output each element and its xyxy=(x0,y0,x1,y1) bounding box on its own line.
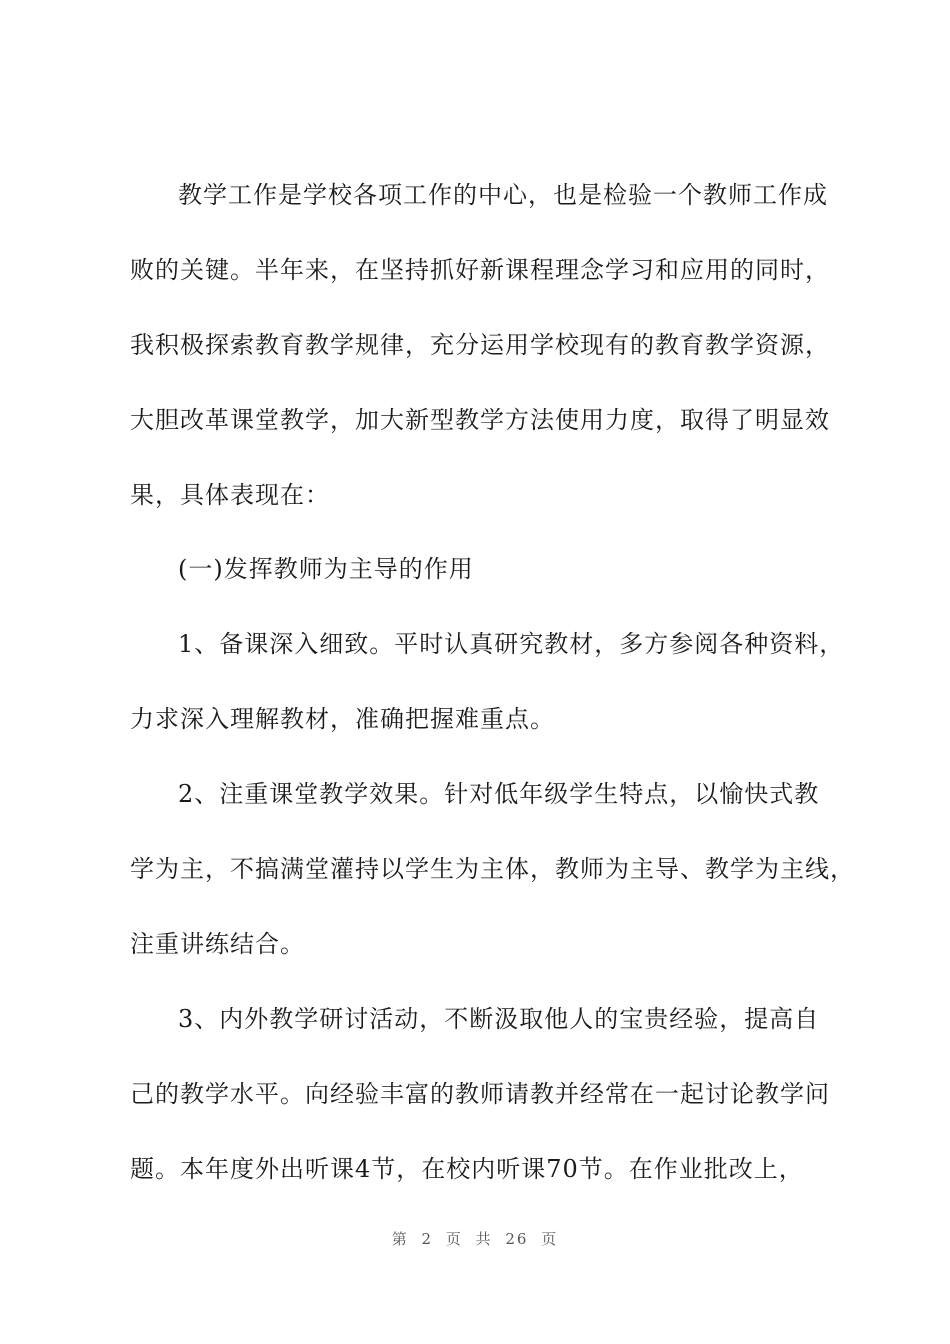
paragraph-line: 力求深入理解教材，准确把握难重点。 xyxy=(130,705,555,733)
paragraph-line: 1、备课深入细致。平时认真研究教材，多方参阅各种资料， xyxy=(178,630,845,658)
paragraph-line: 题。本年度外出听课4节，在校内听课70节。在作业批改上， xyxy=(130,1155,804,1183)
paragraph-line: 3、内外教学研讨活动，不断汲取他人的宝贵经验，提高自 xyxy=(178,1005,820,1033)
paragraph-line: 果，具体表现在： xyxy=(130,481,330,509)
paragraph-line: 己的教学水平。向经验丰富的教师请教并经常在一起讨论教学问 xyxy=(130,1080,830,1108)
paragraph-line: 注重讲练结合。 xyxy=(130,930,305,958)
paragraph-line: 败的关键。半年来，在坚持抓好新课程理念学习和应用的同时， xyxy=(130,256,830,284)
paragraph-line: 我积极探索教育教学规律，充分运用学校现有的教育教学资源， xyxy=(130,331,830,359)
paragraph-line: 学为主，不搞满堂灌持以学生为主体，教师为主导、教学为主线， xyxy=(130,855,855,883)
section-heading: (一)发挥教师为主导的作用 xyxy=(178,555,474,583)
paragraph-line: 2、注重课堂教学效果。针对低年级学生特点，以愉快式教 xyxy=(178,780,820,808)
page-number-footer: 第 2 页 共 26 页 xyxy=(391,1230,559,1248)
paragraph-line: 大胆改革课堂教学，加大新型教学方法使用力度，取得了明显效 xyxy=(130,406,830,434)
paragraph-line: 教学工作是学校各项工作的中心，也是检验一个教师工作成 xyxy=(178,181,828,209)
